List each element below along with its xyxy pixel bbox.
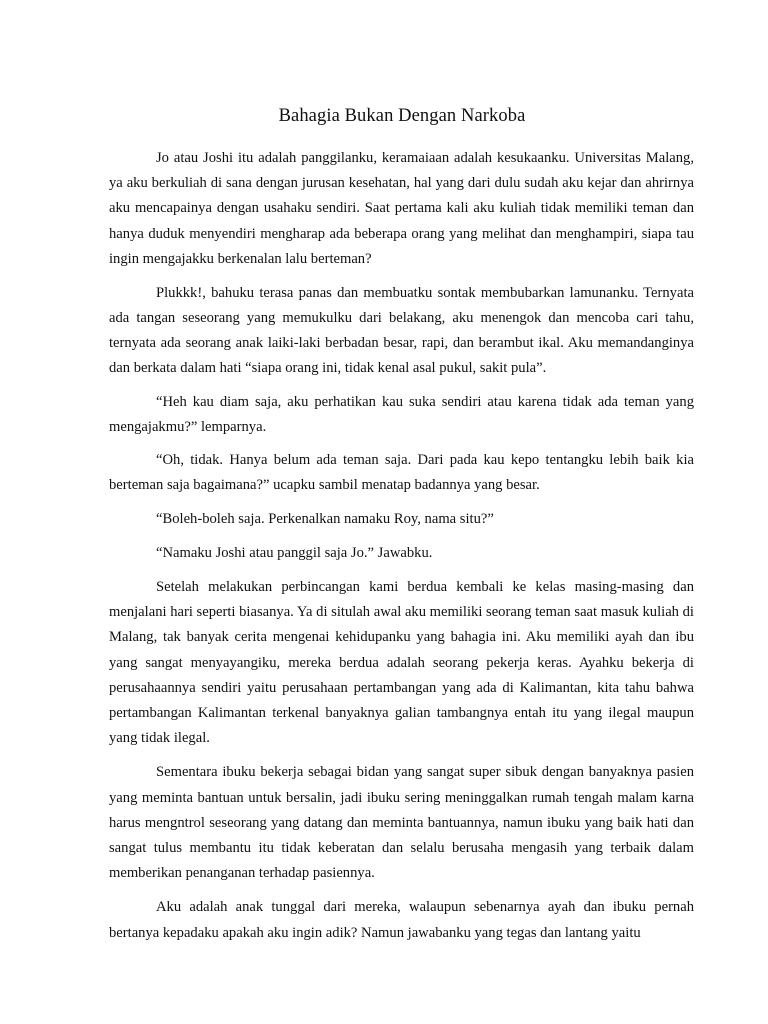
paragraph: “Oh, tidak. Hanya belum ada teman saja. Dari pada kau kepo tentangku lebih baik kia berteman saja bagaimana?” ucapku sambil menatap badannya yang besar. [109, 452, 694, 494]
document-title: Bahagia Bukan Dengan Narkoba [278, 106, 526, 126]
paragraph: Setelah melakukan perbincangan kami berdua kembali ke kelas masing-masing dan menjalani hari seperti biasanya. Ya di situlah awal aku memiliki seorang teman saat masuk kuliah di Malang, tak banyak cerita mengenai kehidupanku yang bahagia ini. Aku memiliki ayah dan ibu yang sangat menyayangiku, mereka berdua adalah seorang pekerja keras. Ayahku bekerja di perusahaannya sendiri yaitu perusahaan pertambangan yang ada di Kalimantan, kita tahu bahwa pertambangan Kalimantan terkenal banyaknya galian tambangnya entah itu yang ilegal maupun yang tidak ilegal. [109, 579, 694, 747]
paragraph: “Namaku Joshi atau panggil saja Jo.” Jawabku. [156, 544, 433, 561]
paragraph: “Heh kau diam saja, aku perhatikan kau suka sendiri atau karena tidak ada teman yang mengajakmu?” lemparnya. [109, 393, 694, 436]
paragraph: Jo atau Joshi itu adalah panggilanku, keramaiaan adalah kesukaanku. Universitas Malang, ya aku berkuliah di sana dengan jurusan kesehatan, hal yang dari dulu sudah aku kejar dan ahrirnya aku mencapainya dengan usahaku sendiri. Saat pertama kali aku kuliah tidak memiliki teman dan hanya duduk menyendiri mengharap ada beberapa orang yang melihat dan menghampiri, siapa tau ingin mengajakku berkenalan lalu berteman? [109, 150, 694, 267]
paragraph: Sementara ibuku bekerja sebagai bidan yang sangat super sibuk dengan banyaknya pasien yang meminta bantuan untuk bersalin, jadi ibuku sering meninggalkan rumah tengah malam karna harus mengntrol seseorang yang datang dan meminta bantuannya, namun ibuku yang baik hati dan sangat tulus membantu itu tidak keberatan dan selalu berusaha mengasih yang terbaik dalam memberikan penanganan terhadap pasiennya. [109, 764, 694, 882]
paragraph: “Boleh-boleh saja. Perkenalkan namaku Roy, nama situ?” [156, 510, 494, 527]
paragraph: Plukkk!, bahuku terasa panas dan membuatku sontak membubarkan lamunanku. Ternyata ada tangan seseorang yang memukulku dari belakang, aku menengok dan mencoba cari tahu, ternyata ada seorang anak laiki-laki berbadan besar, rapi, dan berambut ikal. Aku memandanginya dan berkata dalam hati “siapa orang ini, tidak kenal asal pukul, sakit pula”. [109, 284, 694, 377]
paragraph: Aku adalah anak tunggal dari mereka, walaupun sebenarnya ayah dan ibuku pernah bertanya kepadaku apakah aku ingin adik? Namun jawabanku yang tegas dan lantang yaitu [109, 899, 694, 941]
document-body [109, 146, 694, 946]
